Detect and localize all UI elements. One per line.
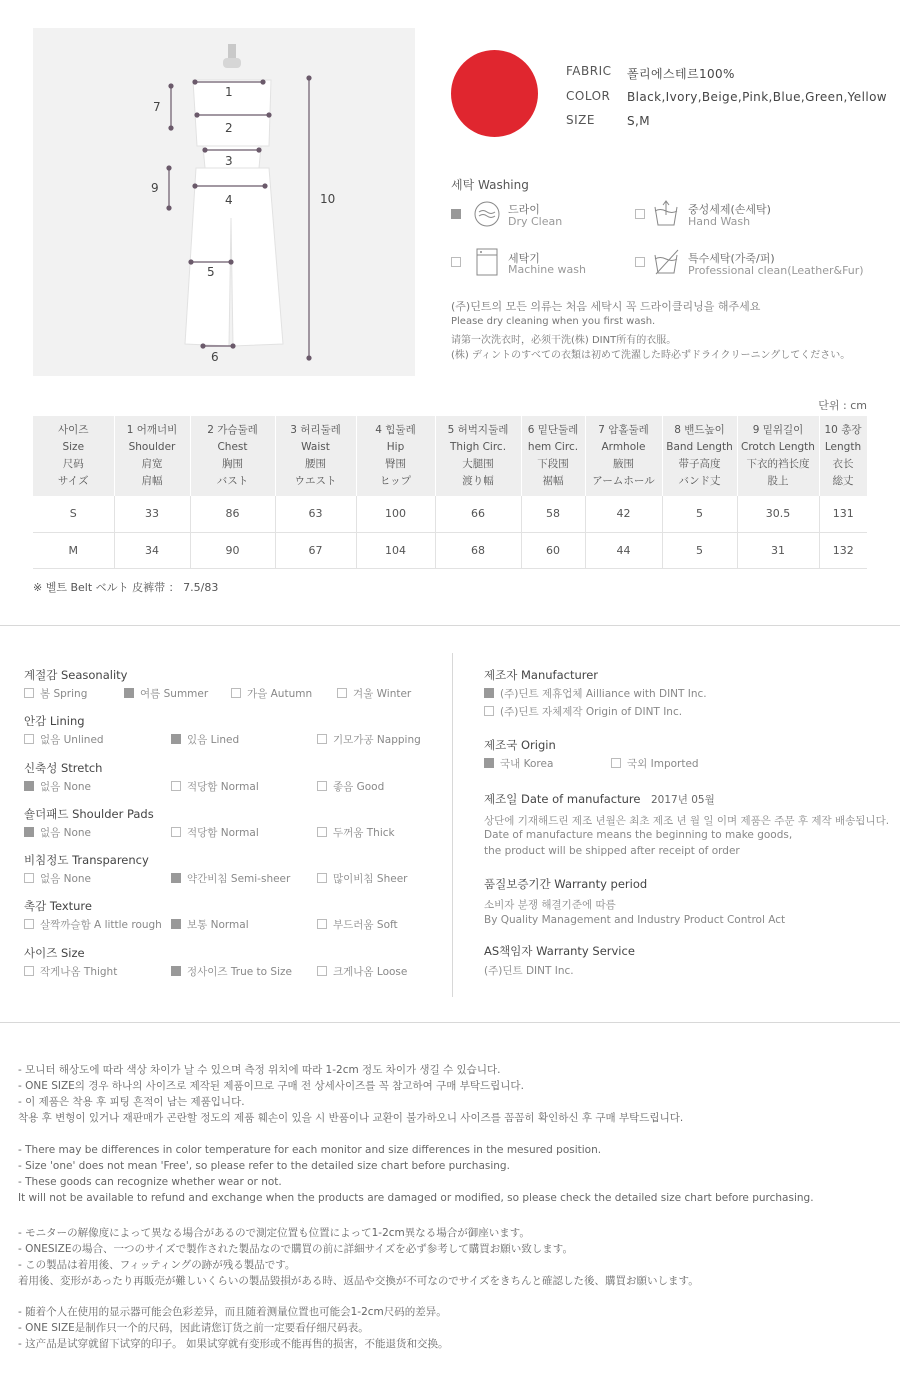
size-col-header [662,416,737,496]
measure-label-6: 6 [211,350,219,364]
professional-clean-checkbox [635,257,645,267]
machine-wash-ko: 세탁기 [508,252,540,265]
size-header-text: 사이즈 [58,424,89,436]
attribute-option [24,825,91,840]
attribute-checkbox [231,688,241,698]
size-cell: 42 [585,496,662,532]
wash-note-ko: (주)딘트의 모든 의류는 처음 세탁시 꼭 드라이클리닝을 해주세요 [451,300,761,313]
attribute-option-label: 약간비침 Semi-sheer [187,873,291,885]
size-cell: 60 [521,532,585,568]
attribute-option-label: 부드러움 Soft [333,919,398,931]
dry-clean-ko: 드라이 [508,203,540,216]
manufacture-date-title: 제조일 Date of manufacture [484,792,641,806]
size-col-header [356,416,435,496]
attribute-option [24,917,162,932]
manufacture-date-note-en-1: Date of manufacture means the beginning to make goods, [484,829,793,841]
attribute-option [317,964,407,979]
size-header-text: 下段围 [537,458,569,470]
attribute-checkbox [171,873,181,883]
size-header-text: Thigh Circ. [449,441,507,453]
attribute-checkbox [24,827,34,837]
measure-label-1: 1 [225,85,233,99]
fabric-color-swatch [451,50,538,137]
wash-note-zh: 请第一次洗衣时，必须干洗(株) DINT所有的衣服。 [451,335,677,346]
manufacturer-title: 제조자 Manufacturer [484,668,599,682]
size-header-text: 臀围 [385,458,406,470]
measure-label-7: 7 [153,100,161,114]
size-cell: 30.5 [737,496,819,532]
size-header-text: バンド丈 [678,475,721,487]
size-header-text: 下衣的裆长度 [746,458,810,470]
size-header-text: 股上 [767,475,789,487]
attribute-option-label: 정사이즈 True to Size [187,966,292,978]
attribute-option-label: 적당함 Normal [187,781,259,793]
attribute-option-label: 여름 Summer [140,688,209,700]
size-col-header [737,416,819,496]
wash-note-ja: (株) ディントのすべての衣類は初めて洗濯した時必ずドライクリーニングしてください。 [451,350,851,361]
notice-line: - Size 'one' does not mean 'Free', so please refer to the detailed size chart before purchasing. [18,1160,510,1172]
size-header-text: Shoulder [128,441,176,453]
notice-line: - 모니터 해상도에 따라 색상 차이가 날 수 있으며 측정 위치에 따라 1-2cm 정도 차이가 생길 수 있습니다. [18,1064,501,1076]
notice-line: - 随着个人在使用的显示器可能会色彩差异，而且随着测量位置也可能会1-2cm尺码的差异。 [18,1306,447,1318]
attribute-option-label: 없음 None [40,781,92,793]
manufacture-date-value: 2017년 05월 [651,794,715,806]
measure-label-4: 4 [225,193,233,207]
size-header-text: 3 허리둘레 [290,424,341,436]
size-header-text: Hip [386,441,405,453]
attribute-checkbox [171,919,181,929]
size-header-text: 大腿围 [462,458,494,470]
attribute-checkbox [24,873,34,883]
size-cell: 44 [585,532,662,568]
attribute-option-label: 작게나옴 Thight [40,966,118,978]
origin-imported-label: 국외 Imported [627,758,699,770]
size-cell: 5 [662,532,737,568]
attribute-option [171,732,239,747]
hand-wash-icon [652,199,680,229]
attribute-option-label: 좋음 Good [333,781,385,793]
size-header-text: 7 암홀둘레 [598,424,649,436]
size-cell: 34 [114,532,190,568]
notice-line: - There may be differences in color temperature for each monitor and size differences in the mesured position. [18,1144,602,1156]
attribute-option [337,686,411,701]
measure-label-10: 10 [320,192,336,206]
attribute-option-label: 크게나옴 Loose [333,966,408,978]
attribute-option-label: 겨울 Winter [353,688,412,700]
professional-clean-en: Professional clean(Leather&Fur) [688,264,864,277]
attribute-option [317,917,398,932]
color-label: COLOR [566,89,611,103]
attribute-checkbox [337,688,347,698]
product-attributes-section [0,627,900,1023]
attribute-title: 안감 Lining [24,714,85,728]
attribute-option-label: 보통 Normal [187,919,249,931]
size-col-header [521,416,585,496]
column-divider [452,653,453,997]
size-cell: M [33,532,114,568]
attribute-checkbox [124,688,134,698]
attribute-title: 신축성 Stretch [24,761,103,775]
origin-korea-checkbox [484,758,494,768]
origin-option-korea [484,756,553,771]
notice-line: - ONESIZEの場合、一つのサイズで製作された製品なので購買の前に詳細サイズを必ず参考して購買お願い致します。 [18,1243,573,1255]
wash-note-en: Please dry cleaning when you first wash. [451,316,656,327]
professional-clean-ko: 특수세탁(가죽/퍼) [688,252,775,265]
size-header-text: 肩幅 [141,475,163,487]
belt-note: ※ 벨트 Belt ベルト 皮裤带 ： 7.5/83 [33,581,219,594]
measurement-figure [33,28,415,376]
as-title: AS책임자 Warranty Service [484,944,635,958]
size-cell: 86 [190,496,275,532]
size-header-text: 1 어깨너비 [126,424,178,436]
attribute-option [24,779,91,794]
hand-wash-ko: 중성세제(손세탁) [688,203,771,216]
attribute-option-label: 가을 Autumn [247,688,313,700]
size-col-header [435,416,521,496]
attribute-title: 비침정도 Transparency [24,853,149,867]
product-info-section [0,0,900,626]
notice-line: - 이 제품은 착용 후 피팅 흔적이 남는 제품입니다. [18,1096,245,1108]
manufacture-date-note-en-2: the product will be shipped after receipt of order [484,845,740,857]
manufacturer-origin-label: (주)딘트 자체제작 Origin of DINT Inc. [500,706,683,718]
notice-line: - モニターの解像度によって異なる場合があるので測定位置も位置によって1-2cm異なる場合が御座います。 [18,1227,530,1239]
size-header-text: 腰围 [305,458,326,470]
size-cell: 67 [275,532,356,568]
notice-line: 착용 후 변형이 있거나 재판매가 곤란할 정도의 제품 훼손이 있을 시 반품이나 교환이 불가하오니 사이즈를 꼼꼼히 확인하신 후 구매 부탁드립니다. [18,1112,684,1124]
size-col-header [190,416,275,496]
table-row [33,496,867,532]
attribute-checkbox [24,966,34,976]
size-header-text: ウエスト [294,475,337,487]
size-table [33,416,868,569]
size-header-text: 衣长 [832,458,854,470]
attribute-checkbox [317,966,327,976]
warranty-title: 품질보증기간 Warranty period [484,877,648,891]
size-col-header [114,416,190,496]
dry-clean-en: Dry Clean [508,215,563,228]
jumpsuit-figure-icon [33,28,415,376]
attribute-option-label: 없음 None [40,827,92,839]
size-header-text: 腋围 [613,458,634,470]
as-value: (주)딘트 DINT Inc. [484,965,574,977]
attribute-option [171,917,249,932]
warranty-line-ko: 소비자 분쟁 해결기준에 따름 [484,899,616,911]
size-header-text: 9 밑위길이 [752,424,804,436]
size-cell: 132 [819,532,867,568]
size-header-text: 6 밑단둘레 [527,424,579,436]
attribute-checkbox [24,734,34,744]
size-header-text: 8 밴드높이 [674,424,725,436]
attribute-checkbox [317,873,327,883]
notice-line: - ONE SIZE의 경우 하나의 사이즈로 제작된 제품이므로 구매 전 상세사이즈를 꼭 참고하여 구매 부탁드립니다. [18,1080,524,1092]
size-label: SIZE [566,113,595,127]
attribute-checkbox [171,734,181,744]
origin-option-imported [611,756,699,771]
attribute-checkbox [317,781,327,791]
attribute-title: 촉감 Texture [24,899,92,913]
attribute-option-label: 적당함 Normal [187,827,259,839]
size-header-text: Armhole [601,441,646,453]
manufacture-date-note-ko: 상단에 기재해드린 제조 년월은 최초 제조 년 월 일 이며 제품은 주문 후 제작 배송됩니다. [484,815,890,827]
size-header-text: 肩宽 [141,458,163,470]
attribute-option-label: 없음 None [40,873,92,885]
attribute-option-label: 기모가공 Napping [333,734,421,746]
machine-wash-icon [475,247,499,277]
manufacturer-option-alliance [484,686,707,701]
attribute-option [317,779,384,794]
size-header-text: Chest [217,441,248,453]
size-cell: 58 [521,496,585,532]
size-header-text: 総丈 [832,475,854,487]
origin-title: 제조국 Origin [484,738,556,752]
dry-clean-icon [473,200,501,228]
attribute-checkbox [171,827,181,837]
notice-line: - ONE SIZE是制作只一个的尺码，因此请您订货之前一定要看仔细尺码表。 [18,1322,369,1334]
size-header-text: Band Length [666,441,733,453]
attribute-title: 계절감 Seasonality [24,668,128,682]
attribute-option [231,686,312,701]
size-header-text: Size [62,441,85,453]
size-col-header [585,416,662,496]
size-header-text: 带子高度 [678,458,721,470]
attribute-option-label: 많이비침 Sheer [333,873,408,885]
size-cell: 5 [662,496,737,532]
size-cell: 33 [114,496,190,532]
size-header-text: Waist [301,441,330,453]
fabric-value: 폴리에스테르100% [627,67,735,81]
machine-wash-checkbox [451,257,461,267]
size-cell: 90 [190,532,275,568]
manufacturer-option-origin [484,704,682,719]
size-cell: 66 [435,496,521,532]
size-header-text: 5 허벅지둘레 [447,424,509,436]
size-header-text: サイズ [57,475,89,487]
notice-line: - 这产品是试穿就留下试穿的印子。 如果试穿就有变形或不能再售的损害，不能退货和交换。 [18,1338,449,1350]
size-header-text: 10 총장 [824,424,862,436]
size-col-header [819,416,867,496]
attribute-option-label: 있음 Lined [187,734,240,746]
attribute-option [24,732,104,747]
size-header-text: 裾幅 [542,475,564,487]
size-header-text: 胸围 [222,458,243,470]
dry-clean-checkbox [451,209,461,219]
attribute-option-label: 두꺼움 Thick [333,827,395,839]
manufacturer-origin-checkbox [484,706,494,716]
warranty-line-en: By Quality Management and Industry Product Control Act [484,914,786,926]
size-cell: 104 [356,532,435,568]
notice-line: It will not be available to refund and exchange when the products are damaged or modified, so please check the detailed size chart before purchasing. [18,1192,814,1204]
attribute-title: 사이즈 Size [24,946,85,960]
measure-label-2: 2 [225,121,233,135]
size-cell: S [33,496,114,532]
notice-line: - この製品は着用後、フィッティングの跡が残る製品です。 [18,1259,296,1271]
notice-line: 着用後、変形があったり再販売が難しいくらいの製品毀損がある時、返品や交換が不可なのでサイズをきちんと確認した後、購買お願いします。 [18,1275,699,1287]
size-header-text: Length [824,441,862,453]
attribute-option [171,871,290,886]
measure-label-9: 9 [151,181,159,195]
attribute-option [124,686,208,701]
attribute-title: 숄더패드 Shoulder Pads [24,807,154,821]
attribute-checkbox [317,827,327,837]
table-row [33,532,867,568]
size-header-text: 4 힙둘레 [375,424,416,436]
fabric-label: FABRIC [566,64,612,78]
color-value: Black,Ivory,Beige,Pink,Blue,Green,Yellow [627,90,888,104]
attribute-option [171,779,259,794]
attribute-checkbox [171,966,181,976]
notice-line: - These goods can recognize whether wear or not. [18,1176,282,1188]
measure-label-3: 3 [225,154,233,168]
measure-label-5: 5 [207,265,215,279]
attribute-option [24,686,87,701]
attribute-checkbox [317,919,327,929]
size-col-header [33,416,114,496]
origin-korea-label: 국내 Korea [500,758,554,770]
hand-wash-checkbox [635,209,645,219]
size-header-text: ヒップ [379,475,412,487]
manufacturer-alliance-checkbox [484,688,494,698]
size-cell: 131 [819,496,867,532]
unit-label: 단위 : cm [818,399,867,412]
hand-wash-en: Hand Wash [688,215,751,228]
size-value: S,M [627,114,650,128]
size-header-text: 2 가슴둘레 [207,424,258,436]
attribute-checkbox [317,734,327,744]
attribute-option [317,732,421,747]
machine-wash-en: Machine wash [508,263,586,276]
size-cell: 100 [356,496,435,532]
size-cell: 31 [737,532,819,568]
size-header-text: バスト [216,475,249,487]
size-header-text: Crotch Length [741,441,815,453]
attribute-option [24,871,91,886]
size-cell: 63 [275,496,356,532]
size-cell: 68 [435,532,521,568]
size-table-header [33,416,867,496]
attribute-option-label: 살짝까슬함 A little rough [40,919,162,931]
attribute-option-label: 봄 Spring [40,688,88,700]
attribute-option [171,825,259,840]
size-header-text: 尺码 [62,458,84,470]
size-col-header [275,416,356,496]
washing-title: 세탁 Washing [451,178,529,192]
manufacturer-alliance-label: (주)딘트 제휴업체 Ailliance with DINT Inc. [500,688,707,700]
attribute-option-label: 없음 Unlined [40,734,104,746]
professional-clean-icon [652,247,680,277]
size-header-text: 渡り幅 [462,475,494,487]
attribute-option [317,825,395,840]
attribute-option [171,964,292,979]
attribute-option [24,964,117,979]
attribute-checkbox [24,688,34,698]
attribute-checkbox [171,781,181,791]
size-header-text: アームホール [592,475,655,487]
attribute-option [317,871,407,886]
size-header-text: hem Circ. [527,441,579,453]
attribute-checkbox [24,919,34,929]
origin-imported-checkbox [611,758,621,768]
attribute-checkbox [24,781,34,791]
